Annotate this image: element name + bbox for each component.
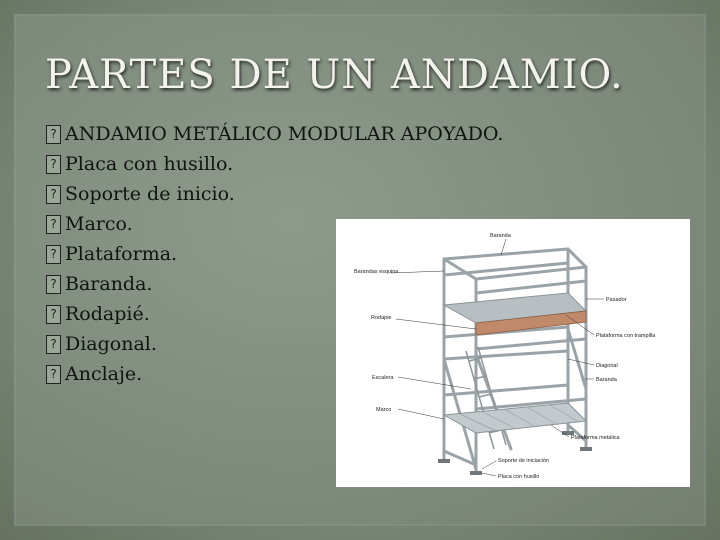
label-baranda-right: Baranda (596, 377, 617, 383)
bullet-icon: ? (46, 275, 61, 294)
label-diagonal: Diagonal (596, 363, 618, 369)
bullet-icon: ? (46, 155, 61, 174)
label-rodapie: Rodapie (371, 315, 392, 321)
bullet-text: Soporte de inicio. (65, 183, 235, 205)
bullet-text: Marco. (65, 213, 133, 235)
bullet-text: Diagonal. (65, 333, 157, 355)
bullet-icon: ? (46, 305, 61, 324)
bullet-icon: ? (46, 365, 61, 384)
bullet-icon: ? (46, 185, 61, 204)
label-marco: Marco (376, 407, 392, 413)
label-plataforma-trampilla: Plataforma con trampilla (596, 333, 656, 339)
label-placa-husillo: Placa con husillo (498, 474, 540, 480)
bullet-icon: ? (46, 215, 61, 234)
label-plataforma-metalica: Plataforma metálica (571, 435, 620, 441)
bullet-text: Plataforma. (65, 243, 178, 265)
bullet-item (46, 119, 503, 149)
bullet-item (46, 179, 503, 209)
slide-title: PARTES DE UN ANDAMIO. (45, 52, 624, 98)
label-baranda-top: Baranda (490, 233, 511, 239)
bullet-icon: ? (46, 125, 61, 144)
scaffold-illustration (336, 219, 690, 487)
bullet-icon: ? (46, 245, 61, 264)
label-barandas-esquina: Barandas esquina (354, 269, 399, 275)
label-pasador: Pasador (606, 297, 627, 303)
bullet-icon: ? (46, 335, 61, 354)
label-escalera: Escalera (372, 375, 394, 381)
scaffold-diagram (336, 219, 690, 487)
bullet-text: Rodapié. (65, 303, 150, 325)
bullet-text: Baranda. (65, 273, 153, 295)
bullet-item (46, 149, 503, 179)
bullet-text: Anclaje. (65, 363, 143, 385)
bullet-text: ANDAMIO METÁLICO MODULAR APOYADO. (65, 123, 504, 145)
bullet-text: Placa con husillo. (65, 153, 234, 175)
label-soporte-iniciacion: Soporte de iniciación (498, 458, 550, 464)
